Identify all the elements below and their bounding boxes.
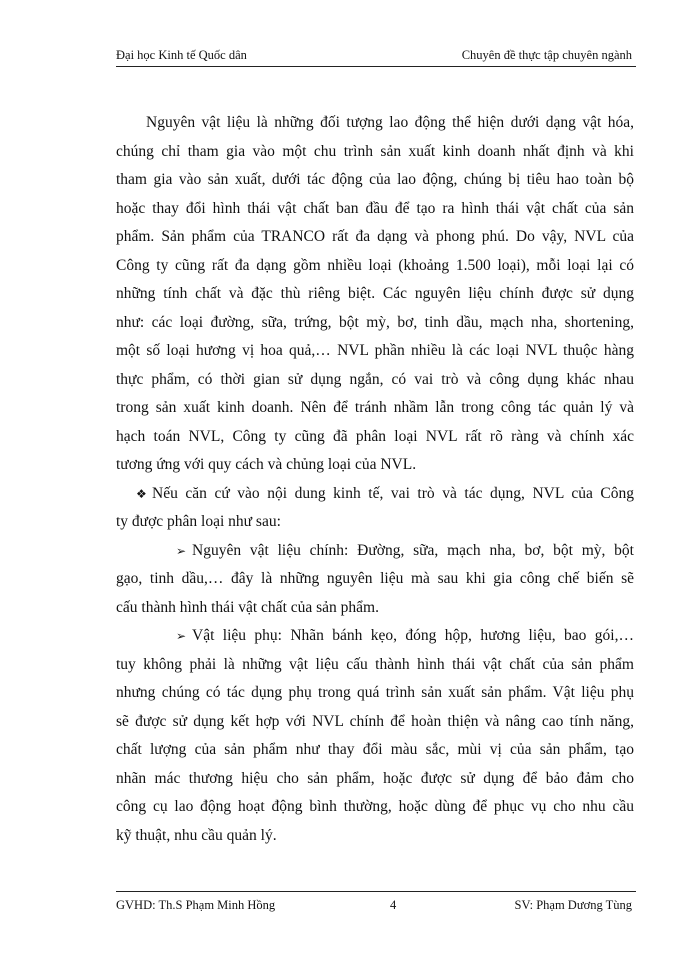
text-line: tương ứng với quy cách và chủng loại của NVL. bbox=[116, 456, 417, 473]
bullet-text: Nếu căn cứ vào nội dung kinh tế, vai trò và tác dụng, NVL của Công bbox=[152, 484, 634, 502]
text-line: như: các loại đường, sữa, trứng, bột mỳ, bơ, tinh dầu, mạch nha, shortening, bbox=[116, 313, 634, 331]
footer-student: SV: Phạm Dương Tùng bbox=[514, 898, 632, 912]
item-text: Nguyên vật liệu chính: Đường, sữa, mạch nha, bơ, bột mỳ, bột bbox=[192, 541, 634, 559]
text-line: những tính chất và đặc thù riêng biệt. Các nguyên liệu chính được sử dụng bbox=[116, 285, 634, 302]
page-header bbox=[116, 46, 636, 67]
page-footer bbox=[116, 891, 636, 914]
text-line: kỹ thuật, nhu cầu quản lý. bbox=[116, 826, 277, 844]
text-line: phẩm. Sản phẩm của TRANCO rất đa dạng và phong phú. Do vậy, NVL của bbox=[116, 228, 634, 245]
bullet-line bbox=[116, 480, 634, 509]
arrow-line bbox=[116, 622, 634, 651]
header-school: Đại học Kinh tế Quốc dân bbox=[116, 48, 247, 62]
text-line: chất lượng của sản phẩm như thay đổi màu sắc, mùi vị của sản phẩm, tạo bbox=[116, 741, 634, 758]
text-line: sẽ được sử dụng kết hợp với NVL chính để hoàn thiện và nâng cao tính năng, bbox=[116, 712, 634, 730]
text-line: trong sản xuất kinh doanh. Nên để tránh nhầm lẫn trong công tác quản lý và bbox=[116, 399, 634, 416]
text-line: Nguyên vật liệu là những đối tượng lao động thể hiện dưới dạng vật hóa, bbox=[146, 114, 634, 131]
text-line: chúng chỉ tham gia vào một chu trình sản xuất kinh doanh nhất định và khi bbox=[116, 142, 634, 160]
text-line: gạo, tinh dầu,… đây là những nguyên liệu mà sau khi gia công chế biến sẽ bbox=[116, 570, 634, 587]
text-line: ty được phân loại như sau: bbox=[116, 513, 281, 530]
text-line: cấu thành hình thái vật chất của sản phẩm. bbox=[116, 598, 379, 616]
item-text: Vật liệu phụ: Nhãn bánh kẹo, đóng hộp, hương liệu, bao gói,… bbox=[192, 627, 634, 644]
text-line: nhưng chúng có tác dụng phụ trong quá trình sản xuất sản phẩm. Vật liệu phụ bbox=[116, 684, 634, 701]
text-line: hạch toán NVL, Công ty cũng đã phân loại NVL rất rõ ràng và chính xác bbox=[116, 427, 634, 445]
text-line: thực phẩm, có thời gian sử dụng ngắn, có vai trò và công dụng khác nhau bbox=[116, 370, 634, 388]
paragraph-intro bbox=[116, 109, 634, 480]
arrow-line bbox=[116, 537, 634, 566]
text-line: hoặc thay đổi hình thái vật chất ban đầu để tạo ra hình thái vật chất của sản bbox=[116, 199, 634, 217]
text-line: tham gia vào sản xuất, dưới tác động của lao động, chúng bị tiêu hao toàn bộ bbox=[116, 171, 634, 188]
text-line: tuy không phải là những vật liệu cấu thành hình thái vật chất của sản phẩm bbox=[116, 655, 634, 673]
text-line: nhãn mác thương hiệu cho sản phẩm, hoặc được sử dụng để bảo đảm cho bbox=[116, 769, 634, 787]
text-line: công cụ lao động hoạt động bình thường, hoặc dùng để phục vụ cho nhu cầu bbox=[116, 798, 634, 815]
diamond-bullet-icon: ❖ bbox=[136, 486, 147, 501]
arrow-bullet-icon: ➢ bbox=[176, 629, 187, 643]
paragraph-classification bbox=[116, 480, 634, 537]
arrow-bullet-icon: ➢ bbox=[176, 543, 187, 558]
page-number: 4 bbox=[390, 898, 397, 912]
text-line: Công ty cũng rất đa dạng gồm nhiều loại (khoảng 1.500 loại), mỗi loại lại có bbox=[116, 256, 634, 274]
list-item-auxiliary-materials bbox=[116, 622, 634, 850]
document-body bbox=[116, 109, 634, 850]
header-title: Chuyên đề thực tập chuyên ngành bbox=[461, 48, 632, 62]
text-line: một số loại hương vị hoa quả,… NVL phần nhiều là các loại NVL thuộc hàng bbox=[116, 342, 634, 359]
footer-advisor: GVHD: Th.S Phạm Minh Hồng bbox=[116, 898, 276, 912]
list-item-main-materials bbox=[116, 537, 634, 623]
